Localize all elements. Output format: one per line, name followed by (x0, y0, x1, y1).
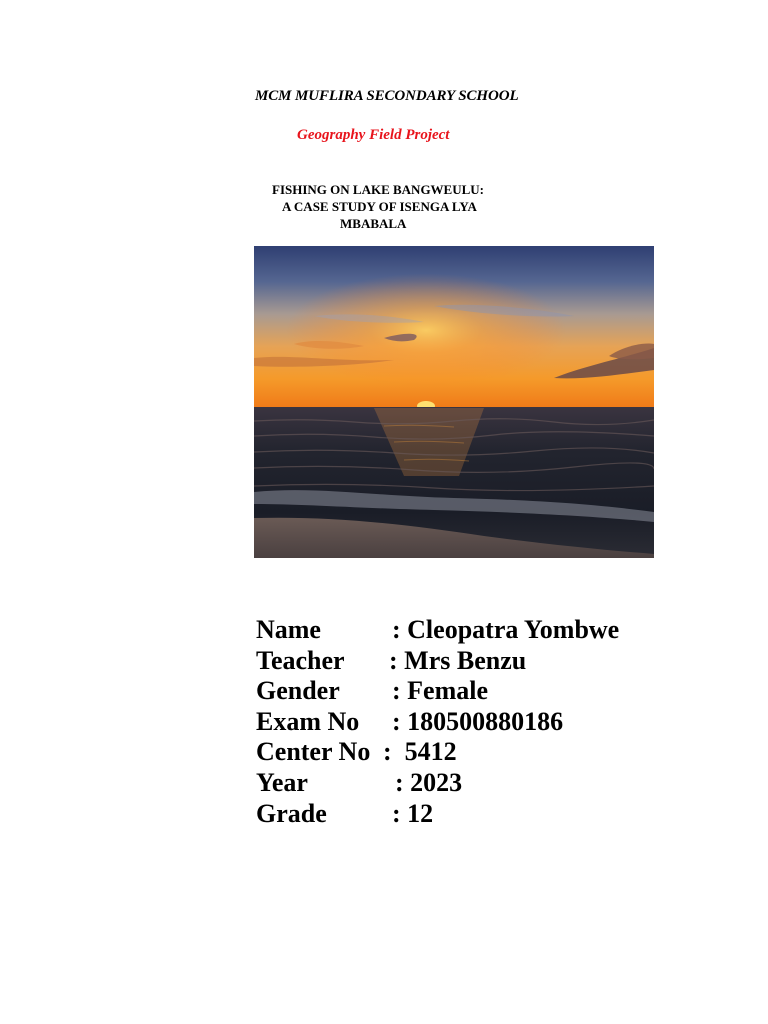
detail-value: : 2023 (395, 767, 463, 797)
detail-row-year (256, 768, 619, 799)
detail-value: : Mrs Benzu (389, 645, 527, 675)
detail-value: : 12 (392, 798, 434, 828)
detail-label: Center No (256, 737, 371, 767)
topic-line-3: MBABALA (340, 216, 407, 231)
detail-row-exam-no (256, 707, 619, 738)
school-name: MCM MUFLIRA SECONDARY SCHOOL (255, 88, 519, 104)
detail-value: : 5412 (383, 737, 457, 767)
lake-sunset-photo (254, 246, 654, 558)
project-subject: Geography Field Project (297, 127, 450, 143)
topic-line-1: FISHING ON LAKE BANGWEULU: (272, 182, 484, 197)
detail-value: : 180500880186 (392, 706, 564, 736)
detail-label: Name (256, 615, 321, 644)
detail-row-teacher (256, 646, 619, 677)
detail-label: Year (256, 767, 308, 797)
detail-value: : Cleopatra Yombwe (392, 615, 620, 644)
student-details (256, 615, 619, 829)
detail-label: Exam No (256, 706, 360, 736)
detail-label: Grade (256, 798, 327, 828)
detail-row-grade (256, 799, 619, 830)
topic-line-2: A CASE STUDY OF ISENGA LYA (282, 199, 477, 214)
detail-label: Teacher (256, 645, 345, 675)
detail-row-name (256, 615, 619, 646)
detail-row-gender (256, 676, 619, 707)
detail-label: Gender (256, 676, 340, 706)
detail-row-center-no (256, 737, 619, 768)
project-topic (262, 181, 542, 232)
detail-value: : Female (392, 676, 489, 706)
